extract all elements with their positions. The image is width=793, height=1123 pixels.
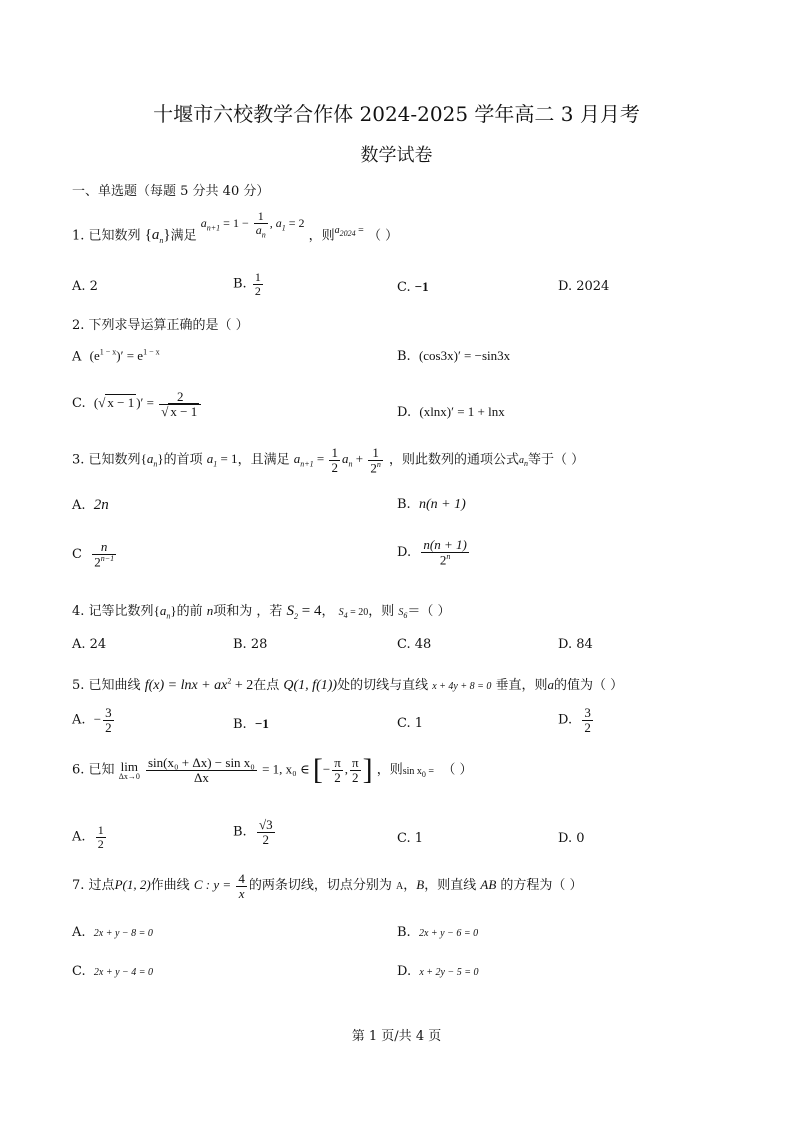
option-6B: B. $\frac{√3}{2}$ [233, 817, 273, 847]
option-1A: A. 2 [72, 279, 98, 294]
option-7D: D. x + 2y − 5 = 0 [397, 964, 479, 979]
math-ask: a2024 = [334, 225, 364, 239]
option-6C: C. 1 [397, 831, 424, 846]
question-1: 1. 已知数列 $\{a_n\}$满足 $a_{n+1} = 1$ − $\frac{1}{a_n}$ , $a_1 = 2$ ，则$^{a_{2024} =}$ （ ） [72, 209, 399, 246]
question-7: 7. 过点P(1, 2)作曲线 C : y = $\frac{4}{x}$ 的两条切线，切点分别为 A，B，则直线 AB 的方程为（ ） [72, 871, 583, 901]
option-6A: A. $\frac{1}{2}$ [72, 823, 104, 851]
option-4B: B. 28 [233, 637, 268, 652]
option-2C: C. (√ x − 1 )′ = $\frac{2}{√ x - 1}$ [72, 390, 203, 418]
question-number: 1. [72, 228, 89, 244]
option-4D: D. 84 [558, 637, 593, 652]
page-title: 十堰市六校教学合作体 2024-2025 学年高二 3 月月考 [153, 102, 640, 126]
option-5B: B. −1 [233, 716, 269, 732]
option-4A: A. 24 [72, 637, 107, 652]
option-5C: C. 1 [397, 716, 424, 731]
option-5A: A. − $\frac{3}{2}$ [72, 705, 112, 735]
option-6D: D. 0 [558, 831, 585, 846]
math-recurrence: $a_{n+1} = 1$ − $\frac{1}{a_n}$ , $a_1 = 2$ [200, 209, 305, 239]
question-3: 3. 已知数列$\{a_n\}$的首项 $a_1 = 1$，且满足 $a_{n+1}$ = $\frac{1}{2}$ $a_n$ + $\frac{1}{2^n}$ ，则此数列的通项公式$a_n$等于（ ） [72, 445, 585, 475]
option-1B: B. $\frac{1}{2}$ [233, 270, 261, 298]
option-7B: B. 2x + y − 6 = 0 [397, 925, 479, 940]
option-1D: D. 2024 [558, 279, 610, 294]
option-1C: C. −1 [397, 279, 429, 295]
option-3A: A. 2n [72, 497, 109, 513]
question-4: 4. 记等比数列$\{a_n\}$的前 n项和为 ，若 $S_2 = 4$， $S_4 = 20$，则 $S_6=$（ ） [72, 603, 451, 621]
question-6: 6. 已知 lim Δx→0 $\frac{\text{sin(x₀ + Δx) − sin x₀}}{\Delta x}$ = 1, x₀ ∈ [− $\frac{\pi}{2}$ , $\frac{\pi}{2}$ ] ，则$\sin x_0$ = （ ） [72, 753, 473, 786]
option-3D: D. $\frac{n(n + 1)}{2^n}$ [397, 537, 467, 567]
option-2B: B. (cos3x)′ = −sin3x [397, 348, 511, 364]
option-2A: A $(e^{1 - x})' = e^{1 - x}$ [72, 348, 160, 365]
option-7C: C. 2x + y − 4 = 0 [72, 964, 154, 979]
option-4C: C. 48 [397, 637, 432, 652]
option-3C: C $\frac{n}{2^{n-1}}$ [72, 539, 115, 569]
question-5: 5. 已知曲线 $f(x) = \ln x + ax^2 + 2$在点 Q(1, f(1))处的切线与直线 x + 4y + 8 = 0 垂直，则a的值为（ ） [72, 676, 624, 693]
option-2D: D. (xlnx)′ = 1 + lnx [397, 404, 505, 420]
math-sequence: $\{a_n\}$ [144, 227, 171, 246]
section-heading: 一、单选题（每题 5 分共 40 分） [72, 184, 270, 199]
option-3B: B. n(n + 1) [397, 497, 466, 512]
page-subtitle: 数学试卷 [360, 145, 433, 166]
page-footer: 第 1 页/共 4 页 [351, 1029, 442, 1044]
option-5D: D. $\frac{3}{2}$ [558, 705, 591, 735]
option-7A: A. 2x + y − 8 = 0 [72, 925, 153, 940]
question-2: 2. 下列求导运算正确的是（ ） [72, 318, 249, 333]
